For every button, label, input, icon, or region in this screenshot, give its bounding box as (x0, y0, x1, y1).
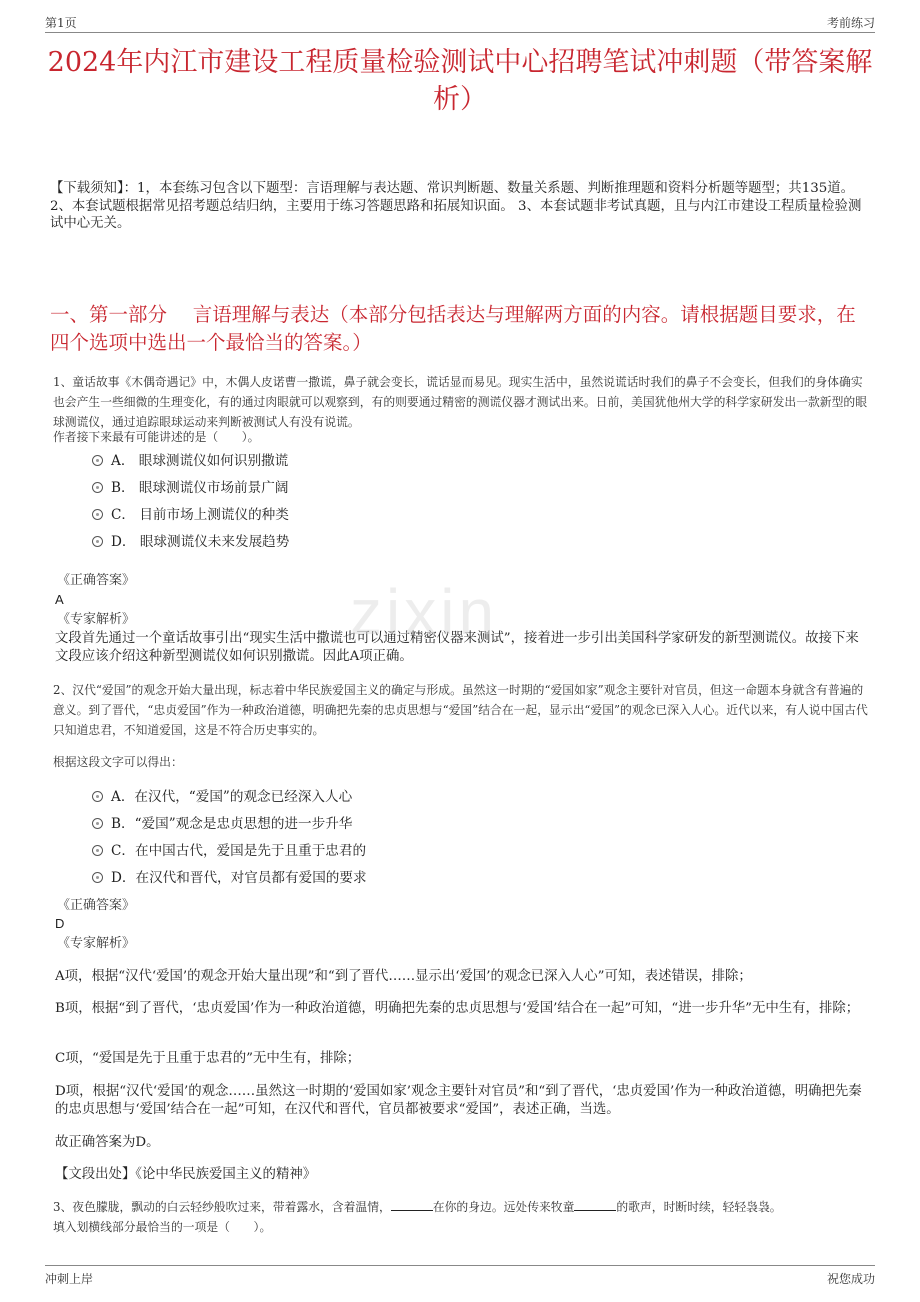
q2-correct-answer-label: 《正确答案》 (57, 898, 136, 913)
q2-analysis-c: C项，“爱国是先于且重于忠君的”无中生有，排除； (55, 1051, 361, 1066)
q1-correct-answer-label: 《正确答案》 (57, 573, 136, 588)
section-title: 一、第一部分 言语理解与表达（本部分包括表达与理解两方面的内容。请根据题目要求，在四个选项中选出一个最恰当的答案。） (50, 303, 856, 354)
q2-analysis-b: B项，根据“到了晋代，‘忠贞爱国’作为一种政治道德，明确把先秦的忠贞思想与‘爱国’结合在一起”可知，“进一步升华”无中生有，排除； (55, 1001, 860, 1016)
q2-option-d[interactable]: D．在汉代和晋代，对官员都有爱国的要求 (92, 868, 367, 888)
q1-option-d[interactable]: D． 眼球测谎仪未来发展趋势 (92, 532, 289, 552)
question-1-prompt: 作者接下来最有可能讲述的是（ ）。 (53, 430, 260, 444)
q2-option-b[interactable]: B．“爱国”观念是忠贞思想的进一步升华 (92, 814, 352, 834)
q2-expert-analysis-label: 《专家解析》 (57, 936, 136, 951)
q1-analysis: 文段首先通过一个童话故事引出“现实生活中撒谎也可以通过精密仪器来测试”，接着进一步引出美国科学家研发的新型测谎仪。故接下来文段应该介绍这种新型测谎仪如何识别撒谎。因此A项正确。 (55, 631, 859, 664)
radio-icon[interactable] (92, 845, 103, 856)
q2-source: 【文段出处】《论中华民族爱国主义的精神》 (55, 1167, 317, 1182)
watermark: zixin (350, 576, 499, 648)
q1-option-b[interactable]: B． 眼球测谎仪市场前景广阔 (92, 478, 288, 498)
q1-expert-analysis-label: 《专家解析》 (57, 612, 136, 627)
q2-option-a[interactable]: A．在汉代，“爱国”的观念已经深入人心 (92, 787, 352, 807)
radio-icon[interactable] (92, 482, 103, 493)
question-3-stem: 3、夜色朦胧，飘动的白云轻纱般吹过来，带着露水，含着温情， 在你的身边。远处传来牧童 的歌声，时断时续，轻轻袅袅。 (53, 1200, 782, 1214)
q1-option-a[interactable]: A． 眼球测谎仪如何识别撒谎 (92, 451, 288, 471)
radio-icon[interactable] (92, 536, 103, 547)
question-3-prompt: 填入划横线部分最恰当的一项是（ ）。 (53, 1220, 272, 1234)
q2-option-c[interactable]: C．在中国古代，爱国是先于且重于忠君的 (92, 841, 366, 861)
document-title: 2024年内江市建设工程质量检验测试中心招聘笔试冲刺题（带答案解析） (47, 47, 873, 115)
radio-icon[interactable] (92, 818, 103, 829)
radio-icon[interactable] (92, 872, 103, 883)
fill-blank-1[interactable] (391, 1199, 433, 1211)
q1-option-c[interactable]: C． 目前市场上测谎仪的种类 (92, 505, 289, 525)
fill-blank-2[interactable] (574, 1199, 616, 1211)
question-2-prompt: 根据这段文字可以得出： (53, 755, 183, 769)
page-number: 第1页 (45, 16, 77, 30)
q2-answer: D (55, 916, 65, 931)
q2-conclusion: 故正确答案为D。 (55, 1135, 160, 1150)
download-notice: 【下载须知】：1，本套练习包含以下题型：言语理解与表达题、常识判断题、数量关系题、判断推理题和资料分析题等题型；共135道。 2、本套试题根据常见招考题总结归纳，主要用于练习答题思路和拓展知识面。 3、本套试题非考试真题，且与内江市建设工程质量检验测试中心无关。 (50, 181, 862, 231)
q1-answer: A (55, 592, 64, 607)
footer-right-text: 祝您成功 (826, 1272, 875, 1286)
question-1-stem: 1、童话故事《木偶奇遇记》中，木偶人皮诺曹一撒谎，鼻子就会变长，谎话显而易见。现实生活中，虽然说谎话时我们的鼻子不会变长，但我们的身体确实也会产生一些细微的生理变化，有的通过肉眼就可以观察到，有的则要通过精密的测谎仪器才测试出来。日前，美国犹他州大学的科学家研发出一款新型的眼球测谎仪，通过追踪眼球运动来判断被测试人有没有说谎。 (53, 375, 867, 429)
radio-icon[interactable] (92, 509, 103, 520)
page-footer (45, 1265, 875, 1286)
footer-left-text: 冲刺上岸 (45, 1272, 94, 1286)
radio-icon[interactable] (92, 791, 103, 802)
question-2-stem: 2、汉代“爱国”的观念开始大量出现，标志着中华民族爱国主义的确定与形成。虽然这一时期的“爱国如家”观念主要针对官员，但这一命题本身就含有普遍的意义。到了晋代，“忠贞爱国”作为一种政治道德，明确把先秦的忠贞思想与“爱国”结合在一起，显示出“爱国”的观念已深入人心。近代以来，有人说中国古代只知道忠君，不知道爱国，这是不符合历史事实的。 (53, 683, 868, 737)
q2-analysis-d: D项，根据“汉代‘爱国’的观念……虽然这一时期的‘爱国如家’观念主要针对官员”和“到了晋代，‘忠贞爱国’作为一种政治道德，明确把先秦的忠贞思想与‘爱国’结合在一起”可知，在汉代和晋代，官员都被要求“爱国”，表述正确，当选。 (55, 1084, 862, 1117)
q2-analysis-a: A项，根据“汉代‘爱国’的观念开始大量出现”和“到了晋代……显示出‘爱国’的观念已深入人心”可知，表述错误，排除； (55, 969, 752, 984)
header-tag: 考前练习 (826, 16, 875, 30)
page-header (45, 14, 875, 33)
radio-icon[interactable] (92, 455, 103, 466)
